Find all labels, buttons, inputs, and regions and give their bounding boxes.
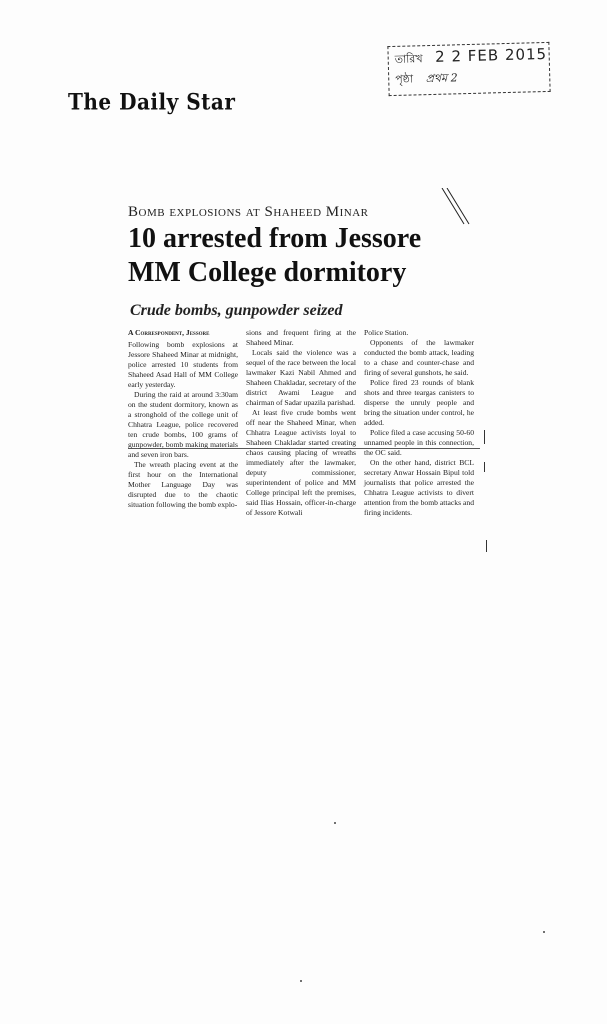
stamp-page-value: প্রথম 2	[425, 71, 458, 86]
paragraph: At least five crude bombs went off near the Shaheed Minar, when Chhatra League activists loyal to Shaheen Chakladar started creating chaos causing placing of wreaths immediately after the lawmaker, deputy commissioner, superintendent of police and MM College principal left the premises, said Ilias Hossain, officer-in-charge of Jessore Kotwali	[246, 408, 356, 517]
paragraph: Police Station.	[364, 328, 409, 337]
article-body	[128, 328, 476, 518]
stamp-date-label: তারিখ	[394, 52, 423, 66]
article-byline: A Correspondent, Jessore	[128, 328, 210, 337]
article-column-1	[128, 328, 238, 518]
scan-speck	[543, 931, 545, 933]
paragraph: Locals said the violence was a sequel of the race between the local lawmaker Kazi Nabil Ahmed and Shaheen Chakladar, secretary of the district Awami League and chairman of Sadar upazila parishad.	[246, 348, 356, 407]
stamp-page-line	[395, 69, 458, 90]
article-headline: 10 arrested from Jessore MM College dormitory	[128, 223, 422, 288]
newspaper-masthead: The Daily Star	[68, 88, 236, 116]
paragraph: On the other hand, district BCL secretary Anwar Hossain Bipul told journalists that police arrested the Chhatra League activists to divert attention from the bomb attacks and firing incidents.	[364, 458, 474, 517]
clipping-bottom-rule	[128, 448, 480, 449]
paragraph: Police fired 23 rounds of blank shots and three teargas canisters to disperse the unruly people and bring the situation under control, he added.	[364, 378, 474, 427]
article-subhead: Crude bombs, gunpowder seized	[130, 302, 343, 319]
scan-margin-mark	[486, 540, 487, 552]
article-column-2	[246, 328, 356, 518]
scan-speck	[334, 822, 336, 824]
stamp-date-value: 2 2 FEB 2015	[434, 44, 548, 66]
scan-margin-mark	[484, 430, 485, 444]
article-kicker: Bomb explosions at Shaheed Minar	[128, 204, 369, 220]
paragraph: Police filed a case accusing 50-60 unnamed people in this connection, the OC said.	[364, 428, 474, 457]
paragraph: Opponents of the lawmaker conducted the bomb attack, leading to a chase and counter-chase and firing of several gunshots, he said.	[364, 338, 474, 377]
scan-speck	[300, 980, 302, 982]
stamp-date-line	[394, 45, 547, 70]
date-stamp	[387, 42, 550, 96]
news-clipping	[128, 200, 483, 585]
paragraph: sions and frequent firing at the Shaheed Minar.	[246, 328, 356, 347]
paragraph: The wreath placing event at the first hour on the International Mother Language Day was disrupted due to the chaotic situation following the bomb explo-	[128, 460, 238, 509]
stamp-page-label: পৃষ্ঠা	[395, 72, 414, 86]
scan-margin-mark	[484, 462, 485, 472]
article-column-3	[364, 328, 474, 518]
paragraph: During the raid at around 3:30am on the student dormitory, known as a stronghold of the college unit of Chhatra League, police recovered ten crude bombs, 100 grams of gunpowder, bomb making materials and seven iron bars.	[128, 390, 238, 459]
paragraph: Following bomb explosions at Jessore Shaheed Minar at midnight, police arrested 10 students from Shaheed Asad Hall of MM College early yesterday.	[128, 340, 238, 389]
